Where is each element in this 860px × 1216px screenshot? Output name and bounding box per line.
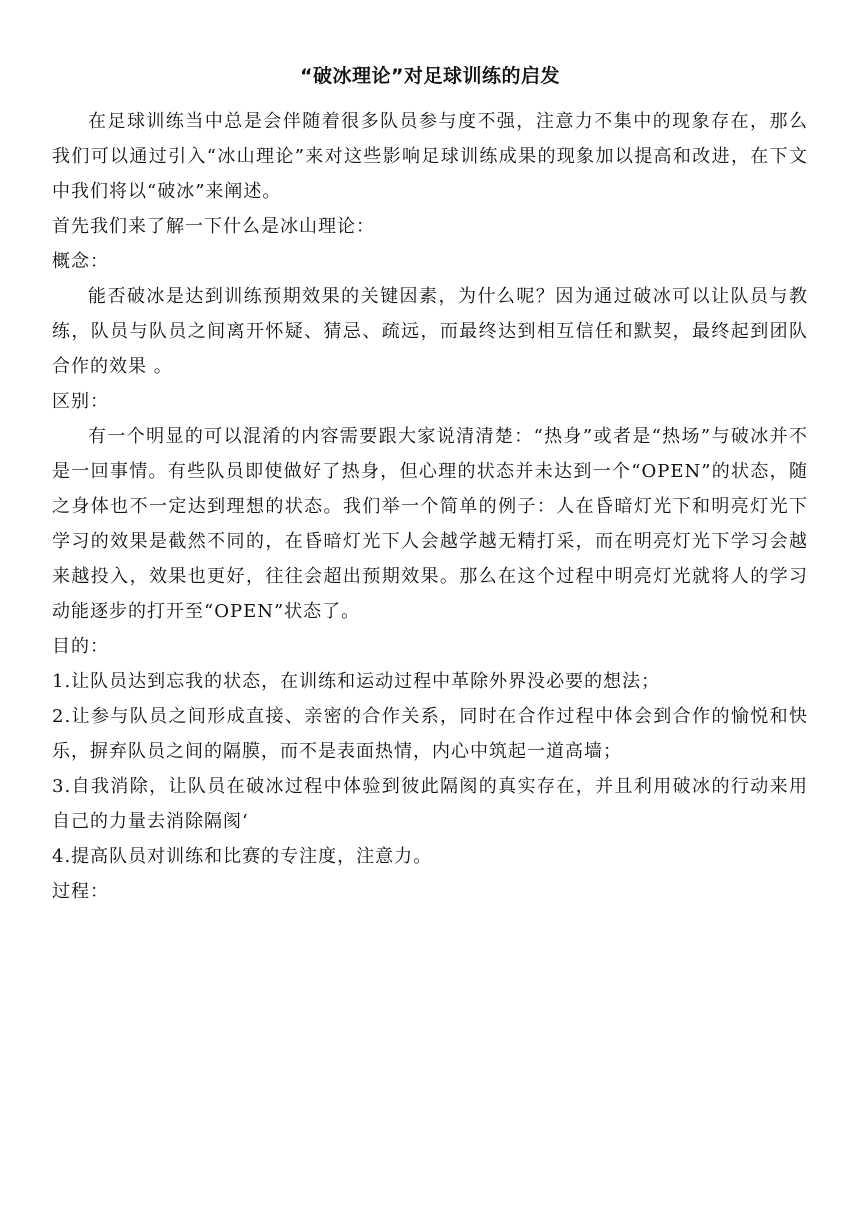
- purpose-list: [52, 664, 808, 874]
- purpose-heading: 目的：: [52, 636, 109, 657]
- concept-heading: 概念：: [52, 251, 109, 272]
- difference-paragraph: 有一个明显的可以混淆的内容需要跟大家说清清楚：“热身”或者是“热场”与破冰并不是一回事情。有些队员即使做好了热身，但心理的状态并未达到一个“OPEN”的状态，随之身体也不一定达到理想的状态。我们举一个简单的例子：人在昏暗灯光下和明亮灯光下学习的效果是截然不同的，在昏暗灯光下人会越学越无精打采，而在明亮灯光下学习会越来越投入，效果也更好，往往会超出预期效果。那么在这个过程中明亮灯光就将人的学习动能逐步的打开至“OPEN”状态了。: [52, 426, 808, 622]
- document-title: “破冰理论”对足球训练的启发: [300, 65, 560, 87]
- purpose-item-1: 1.让队员达到忘我的状态，在训练和运动过程中革除外界没必要的想法；: [52, 671, 661, 692]
- process-heading: 过程：: [52, 881, 109, 902]
- purpose-item-3: 3.自我消除，让队员在破冰过程中体验到彼此隔阂的真实存在，并且利用破冰的行动来用自己的力量去消除隔阂‘: [52, 776, 808, 832]
- purpose-item-4: 4.提高队员对训练和比赛的专注度，注意力。: [52, 846, 433, 867]
- purpose-item-2: 2.让参与队员之间形成直接、亲密的合作关系，同时在合作过程中体会到合作的愉悦和快乐，摒弃队员之间的隔膜，而不是表面热情，内心中筑起一道高墙；: [52, 706, 808, 762]
- concept-paragraph: 能否破冰是达到训练预期效果的关键因素，为什么呢？因为通过破冰可以让队员与教练，队员与队员之间离开怀疑、猜忌、疏远，而最终达到相互信任和默契，最终起到团队合作的效果 。: [52, 286, 808, 377]
- lead-in-text: 首先我们来了解一下什么是冰山理论：: [52, 216, 375, 237]
- intro-paragraph: 在足球训练当中总是会伴随着很多队员参与度不强，注意力不集中的现象存在，那么我们可以通过引入“冰山理论”来对这些影响足球训练成果的现象加以提高和改进，在下文中我们将以“破冰”来阐述。: [52, 111, 808, 202]
- difference-heading: 区别：: [52, 391, 109, 412]
